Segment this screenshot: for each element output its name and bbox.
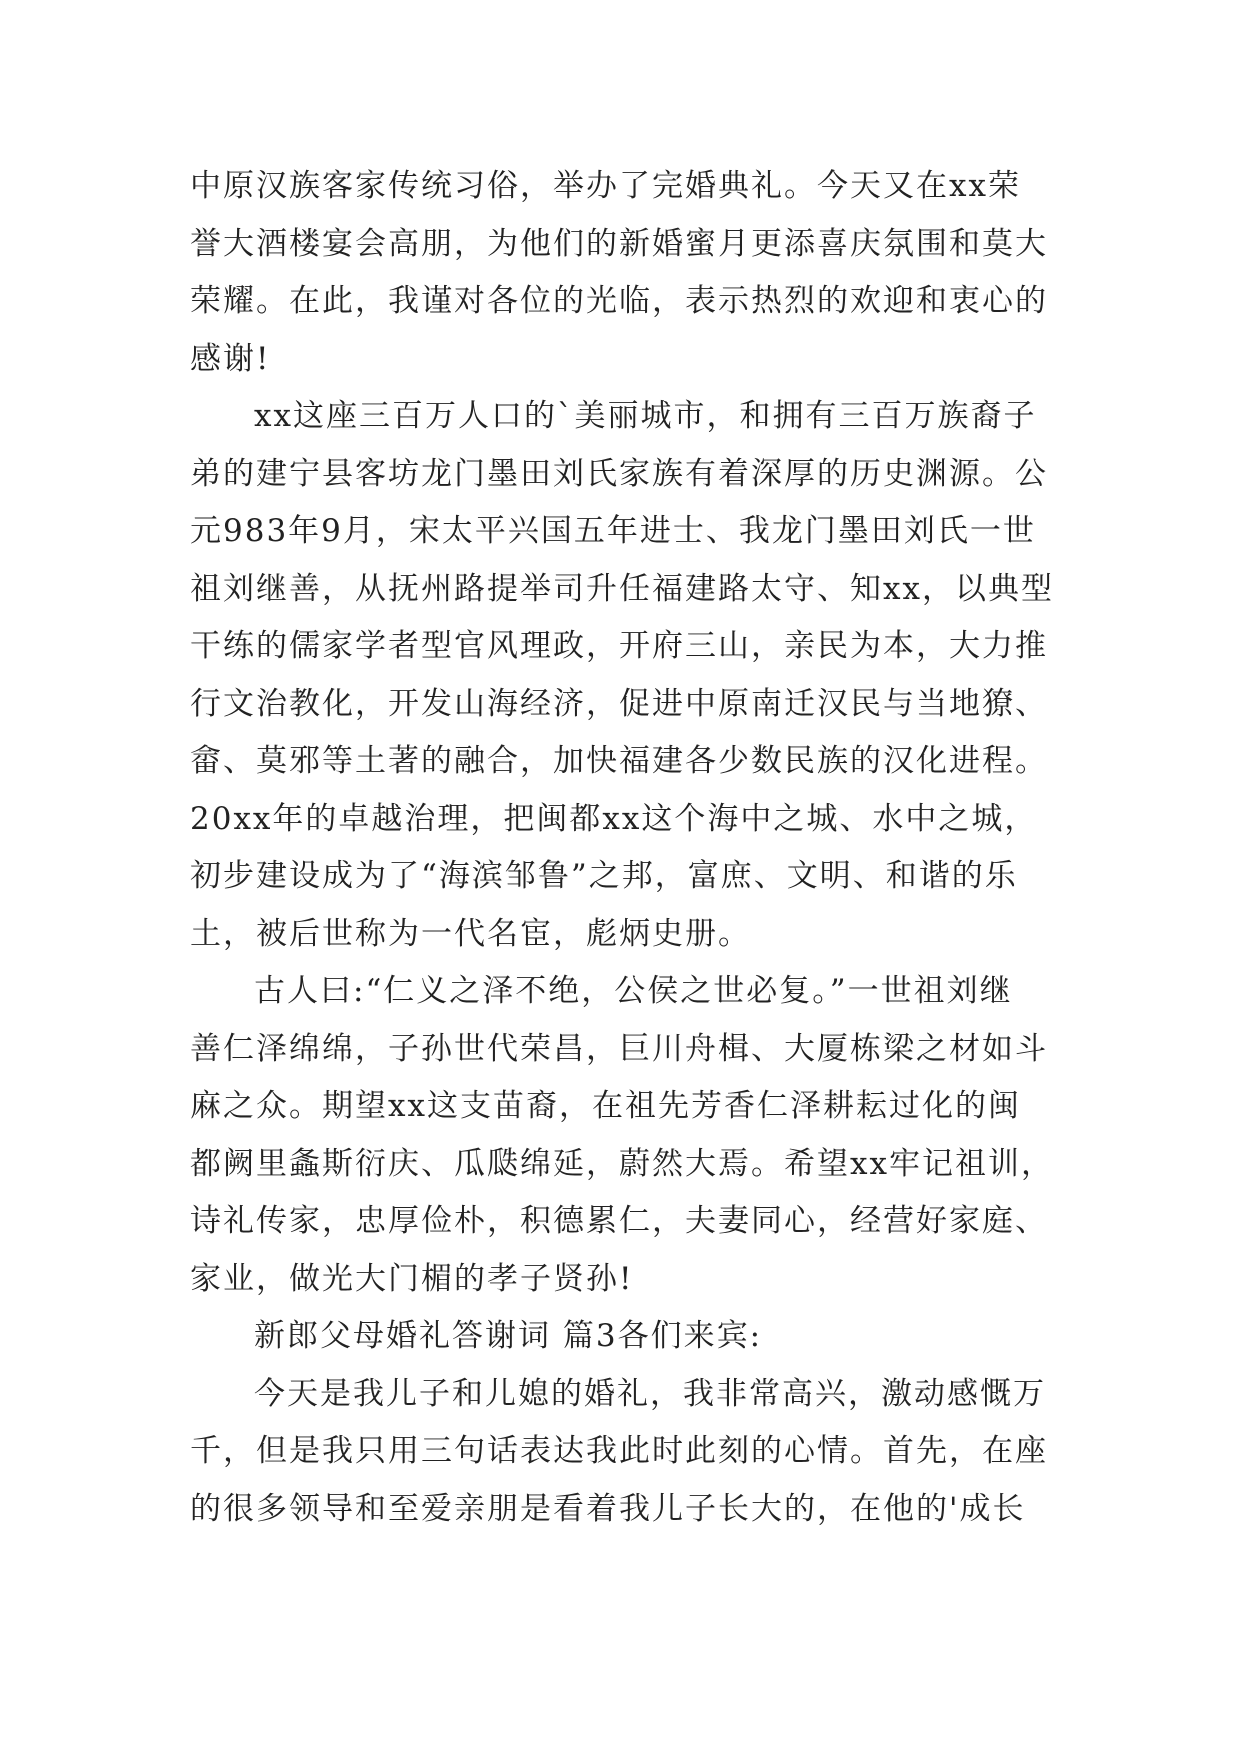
- text-line: 中原汉族客家传统习俗，举办了完婚典礼。今天又在xx荣: [190, 168, 1021, 204]
- text-line: 感谢!: [190, 340, 271, 377]
- paragraph-start-line: 今天是我儿子和儿媳的婚礼，我非常高兴，激动感慨万: [254, 1375, 1046, 1412]
- text-line: 干练的儒家学者型官风理政，开府三山，亲民为本，大力推: [190, 628, 1048, 664]
- document-body: [190, 158, 1070, 1538]
- paragraph-start-line: 古人曰:“仁义之泽不绝，公侯之世必复。”一世祖刘继: [254, 973, 1013, 1009]
- text-line: 善仁泽绵绵，子孙世代荣昌，巨川舟楫、大厦栋梁之材如斗: [190, 1030, 1048, 1067]
- text-line: 弟的建宁县客坊龙门墨田刘氏家族有着深厚的历史渊源。公: [190, 455, 1048, 492]
- text-line: 荣耀。在此，我谨对各位的光临，表示热烈的欢迎和衷心的: [190, 283, 1048, 319]
- text-line: 家业，做光大门楣的孝子贤孙!: [190, 1260, 634, 1297]
- text-line: 元983年9月，宋太平兴国五年进士、我龙门墨田刘氏一世: [190, 513, 1036, 549]
- section-heading-line: 新郎父母婚礼答谢词 篇3各们来宾:: [254, 1318, 763, 1354]
- text-line: 初步建设成为了“海滨邹鲁”之邦，富庶、文明、和谐的乐: [190, 858, 1018, 894]
- text-line: 诗礼传家，忠厚俭朴，积德累仁，夫妻同心，经营好家庭、: [190, 1203, 1048, 1239]
- paragraph-start-line: xx这座三百万人口的`美丽城市，和拥有三百万族裔子: [254, 398, 1037, 434]
- text-line: 行文治教化，开发山海经济，促进中原南迁汉民与当地獠、: [190, 685, 1048, 722]
- text-line: 麻之众。期望xx这支苗裔，在祖先芳香仁泽耕耘过化的闽: [190, 1088, 1021, 1124]
- text-line: 誉大酒楼宴会高朋，为他们的新婚蜜月更添喜庆氛围和莫大: [190, 225, 1048, 262]
- text-line: 20xx年的卓越治理，把闽都xx这个海中之城、水中之城，: [190, 800, 1038, 837]
- text-line: 土，被后世称为一代名宦，彪炳史册。: [190, 915, 751, 952]
- text-line: 畲、莫邪等土著的融合，加快福建各少数民族的汉化进程。: [190, 743, 1048, 779]
- text-line: 都阙里螽斯衍庆、瓜瓞绵延，蔚然大焉。希望xx牢记祖训，: [190, 1145, 1054, 1182]
- text-line: 千，但是我只用三句话表达我此时此刻的心情。首先，在座: [190, 1433, 1048, 1469]
- text-line: 祖刘继善，从抚州路提举司升任福建路太守、知xx，以典型: [190, 570, 1054, 607]
- text-line: 的很多领导和至爱亲朋是看着我儿子长大的，在他的'成长: [190, 1490, 1026, 1527]
